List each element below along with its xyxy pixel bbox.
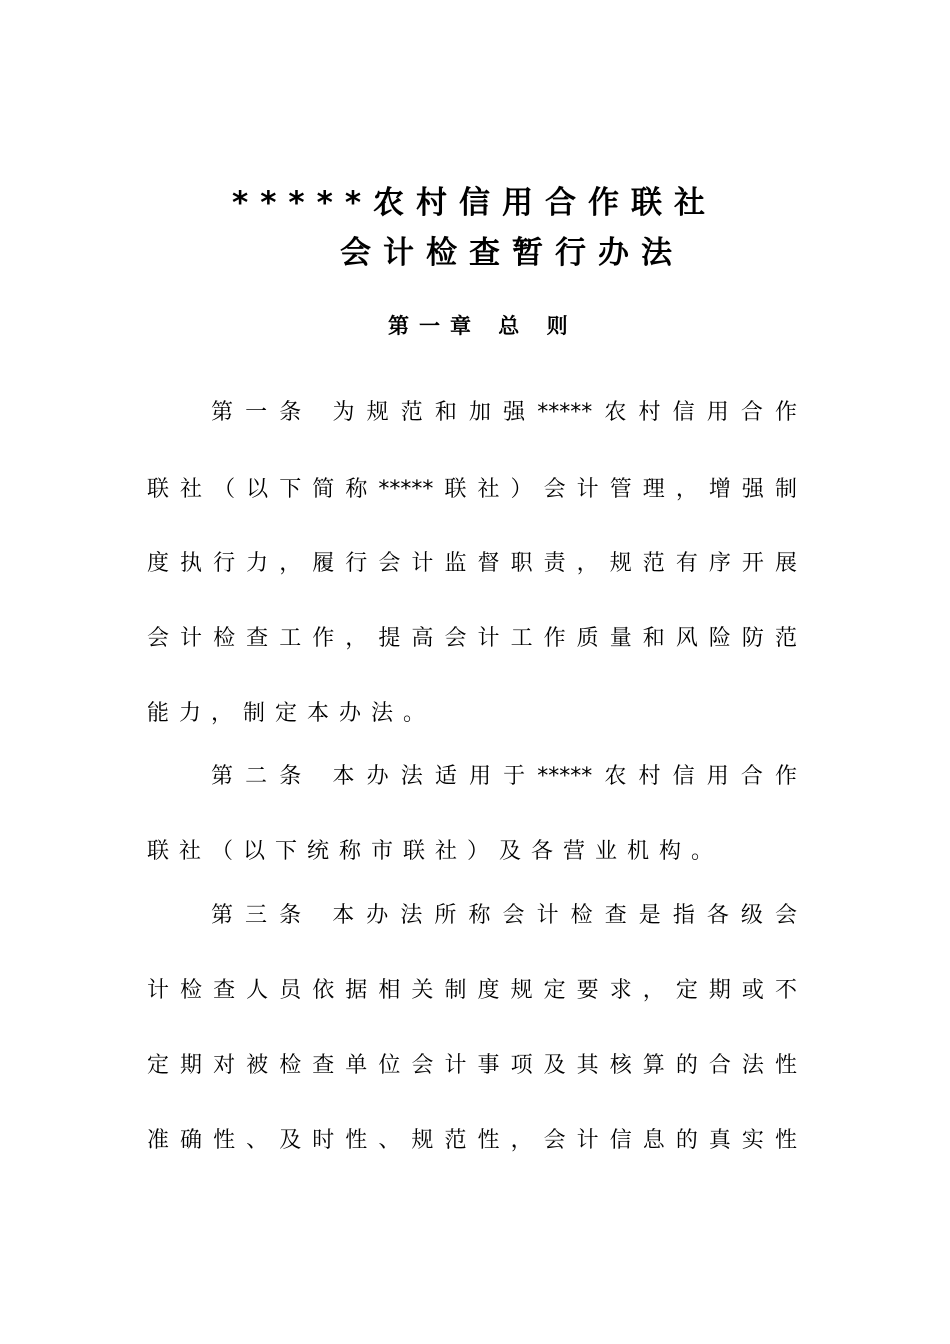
article-3-line-1: 第三条 本办法所称会计检查是指各级会 [211, 903, 797, 928]
article-3-line-4: 准确性、及时性、规范性，会计信息的真实性 [147, 1128, 797, 1153]
article-1-line-1: 第一条 为规范和加强*****农村信用合作 [211, 400, 797, 425]
document-title-line-2: 会计检查暂行办法 [340, 235, 684, 271]
article-2-line-1: 第二条 本办法适用于*****农村信用合作 [211, 764, 797, 789]
article-1-line-4: 会计检查工作，提高会计工作质量和风险防范 [147, 626, 797, 651]
chapter-heading: 第一章 总 则 [388, 314, 578, 338]
article-3-line-3: 定期对被检查单位会计事项及其核算的合法性 [147, 1053, 797, 1078]
article-2-line-2: 联社（以下统称市联社）及各营业机构。 [147, 839, 724, 864]
article-3-line-2: 计检查人员依据相关制度规定要求，定期或不 [147, 978, 797, 1003]
article-1-line-3: 度执行力，履行会计监督职责，规范有序开展 [147, 551, 797, 576]
article-1-line-2: 联社（以下简称*****联社）会计管理，增强制 [147, 477, 797, 502]
article-1-line-5: 能力，制定本办法。 [147, 701, 436, 726]
document-title-line-1: *****农村信用合作联社 [232, 185, 718, 221]
